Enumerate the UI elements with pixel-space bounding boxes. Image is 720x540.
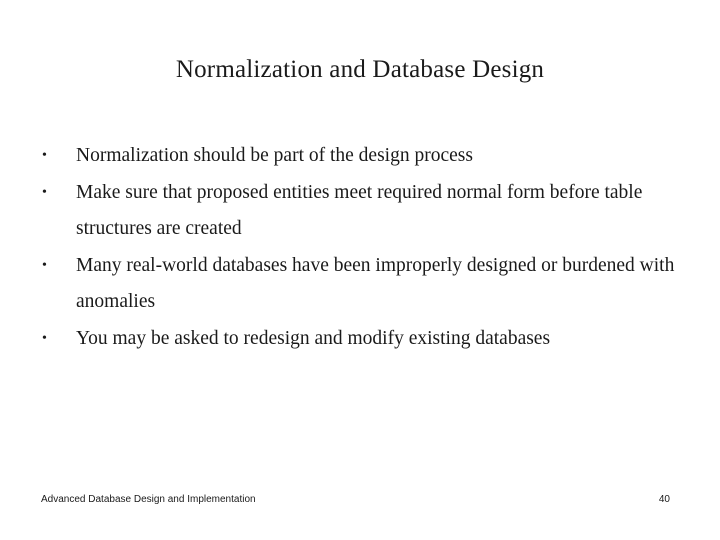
bullet-marker: • [42,331,47,346]
footer-course-title: Advanced Database Design and Implementation [41,494,256,505]
bullet-text: Make sure that proposed entities meet required normal form before table structures are created [76,182,643,239]
bullet-text: You may be asked to redesign and modify existing databases [76,328,551,349]
bullet-marker: • [42,258,47,273]
bullet-marker: • [42,148,47,163]
slide-title: Normalization and Database Design [175,56,545,83]
bullet-text: Many real-world databases have been improperly designed or burdened with anomalies [76,255,675,312]
bullet-list [0,138,720,358]
bullet-item [0,175,720,247]
bullet-item [0,248,720,320]
bullet-text: Normalization should be part of the design process [76,145,473,166]
bullet-item [0,321,720,357]
bullet-item [0,138,720,174]
page-number: 40 [658,494,670,505]
bullet-marker: • [42,185,47,200]
